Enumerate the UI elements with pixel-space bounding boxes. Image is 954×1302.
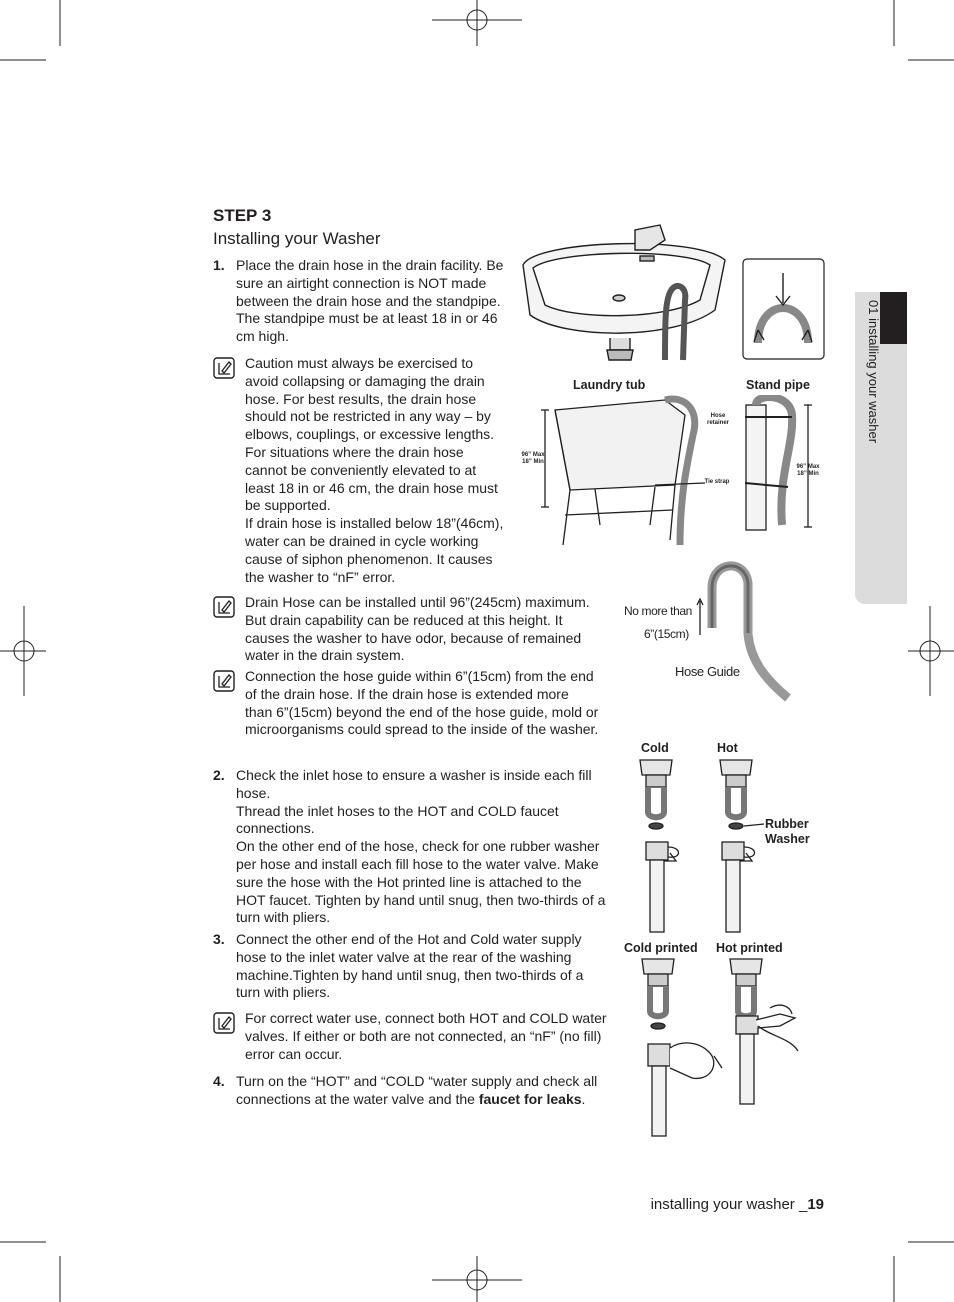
text-line: hose. [236,784,271,801]
sink-drain-illustration [515,220,730,365]
text-line: If drain hose is installed below 18”(46cm), [245,515,504,532]
text-line: Caution must always be exercised to [245,355,473,371]
side-tab-label: 01 installing your washer [866,300,881,444]
text-line: error can occur. [245,1045,343,1062]
min-height-text: 18” Min [797,471,819,477]
label-line: retainer [706,420,729,426]
text-line: causes the washer to have odor, because of remained [245,629,582,646]
step-title: STEP 3 [213,206,272,225]
instruction-number: 3. [213,931,225,947]
text-line: connections. [236,820,315,837]
text-line: elbows, couplings, or excessive lengths. [245,426,495,443]
text-fragment: connections at the water valve and the [236,1090,479,1107]
label-line: Washer [765,832,810,846]
six-inch-label: 6”(15cm) [644,627,689,641]
text-line: Connection the hose guide within 6”(15cm) from the end [245,668,594,684]
text-line: hose to the inlet water valve at the rear of the washing [236,948,572,965]
text-line: valves. If either or both are not connected, an “nF” (no fill) [245,1027,602,1044]
side-tab-marker [880,292,907,344]
tie-strap-label: Tie strap [704,479,730,485]
text-line: The standpipe must be at least 18 in or 46 [236,310,498,327]
text-line: On the other end of the hose, check for one rubber washer [236,838,600,855]
max-height-text: 96” Max [521,452,545,458]
note-pencil-icon [213,357,235,379]
step-subtitle: Installing your Washer [213,229,381,248]
tighten-hose-illustration [630,956,800,1141]
text-line: should not be restricted in any way – by [245,408,491,425]
text-line: Turn on the “HOT” and “COLD “water supply and check all [236,1073,598,1089]
text-line: But drain capability can be reduced at this height. It [245,611,563,628]
hose-retainer-label [702,413,734,427]
text-line: For situations where the drain hose [245,443,464,460]
no-more-than-label: No more than [624,604,692,618]
hose-guide-label: Hose Guide [675,664,740,679]
max-height-text: 96” Max [796,464,820,470]
instruction-number: 2. [213,767,225,783]
text-line: between the drain hose and the standpipe. [236,292,501,309]
text-line: Connect the other end of the Hot and Cold water supply [236,931,582,947]
footer-section-name: installing your washer _ [650,1196,808,1213]
text-line: microorganisms could spread to the inside of the washer. [245,721,599,738]
laundry-tub-label: Laundry tub [573,378,646,392]
text-line: sure the hose with the Hot printed line is attached to the [236,873,582,890]
note-pencil-icon [213,670,235,692]
faucet-connection-illustration [630,757,770,937]
label-line: Hose [710,413,726,419]
text-line: than 6”(15cm) beyond the end of the hose guide, mold or [245,703,599,720]
text-line: sure an airtight connection is NOT made [236,274,487,291]
text-fragment: . [581,1090,586,1107]
instruction-number: 4. [213,1073,225,1089]
hose-guide-illustration [690,553,795,703]
hose-clip-detail-illustration [742,258,825,360]
text-line: water can be drained in cycle working [245,532,479,549]
text-line: per hose and install each fill hose to the water valve. Make [236,855,599,872]
text-line: HOT faucet. Tighten by hand until snug, then two-thirds of a [236,891,606,908]
text-line: hose. For best results, the drain hose [245,390,477,407]
text-line: least 18 in or 46 cm, the drain hose must [245,479,498,496]
text-line: avoid collapsing or damaging the drain [245,372,485,389]
min-height-text: 18” Min [522,459,544,465]
text-line: For correct water use, connect both HOT and COLD water [245,1010,607,1026]
text-line: turn with pliers. [236,909,331,926]
label-line: Rubber [765,817,809,831]
text-line: of the drain hose. If the drain hose is extended more [245,685,569,702]
text-line: cm high. [236,328,289,345]
page-footer [651,1196,824,1213]
tub-height-range-label [518,452,548,466]
text-line: turn with pliers. [236,984,331,1001]
hot-label: Hot [717,741,738,755]
text-line: Thread the inlet hoses to the HOT and COLD faucet [236,802,559,819]
text-line: cause of siphon phenomenon. It causes [245,550,493,567]
text-line: Drain Hose can be installed until 96”(245cm) maximum. [245,594,590,610]
note-pencil-icon [213,596,235,618]
instruction-number: 1. [213,257,225,273]
faucet-for-leaks-emphasis: faucet for leaks [478,1090,582,1107]
standpipe-height-range-label [792,464,824,478]
text-line: the washer to “nF” error. [245,568,396,585]
text-line: water in the drain system. [245,647,405,664]
rubber-washer-label [765,817,810,847]
text-line: machine.Tighten by hand until snug, then two-thirds of a [236,966,584,983]
note-pencil-icon [213,1012,235,1034]
text-line: Place the drain hose in the drain facility. Be [236,257,504,273]
text-line: Check the inlet hose to ensure a washer is inside each fill [236,767,592,783]
cold-label: Cold [641,741,669,755]
text-line: be supported. [245,497,331,514]
text-line [236,1091,626,1109]
stand-pipe-label: Stand pipe [746,378,810,392]
hot-printed-label: Hot printed [716,941,783,955]
page-number: 19 [807,1196,824,1213]
text-line: cannot be conveniently elevated to at [245,461,477,478]
cold-printed-label: Cold printed [624,941,698,955]
